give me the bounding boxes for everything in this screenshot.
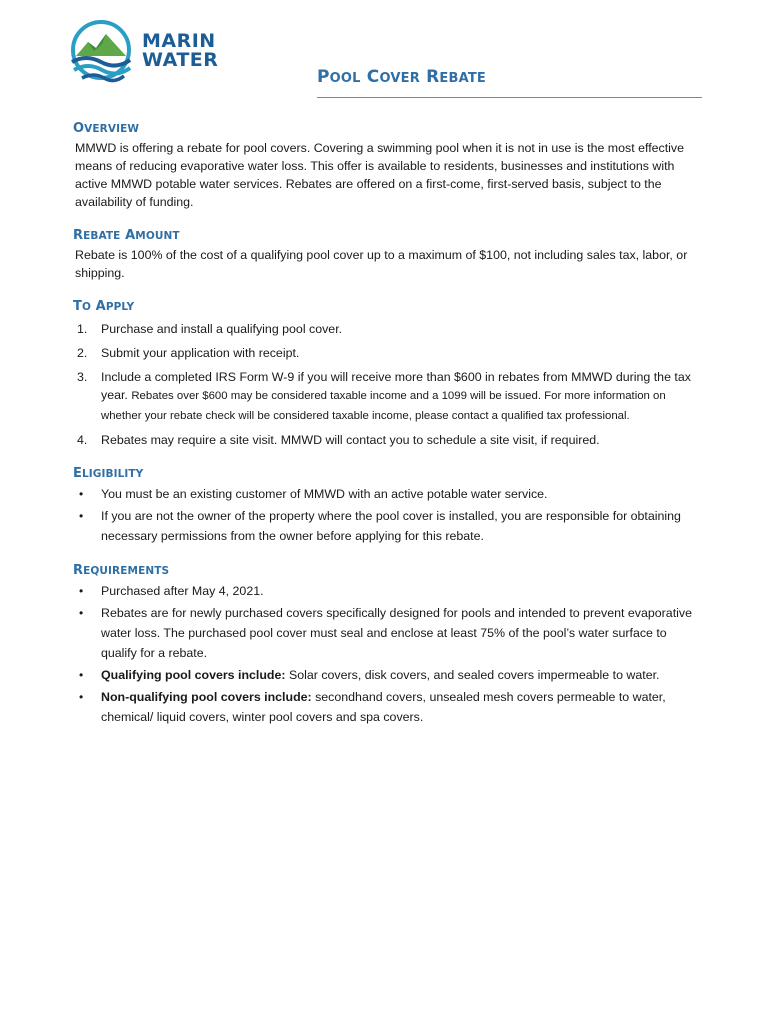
logo-line-2: WATER — [142, 49, 219, 71]
eligibility-list — [73, 484, 698, 546]
to-apply-section — [73, 299, 698, 449]
list-item: • Rebates are for newly purchased covers specifically designed for pools and intended to prevent evaporative water loss. The purchased pool cover must seal and enclose at least 75% of the pool’s water surface to qualify for a rebate. — [79, 606, 692, 660]
marin-water-logo — [70, 18, 220, 98]
to-apply-heading: TO APPLY — [73, 299, 135, 314]
eligibility-heading: ELIGIBILITY — [73, 466, 144, 481]
apply-step: 1. Purchase and install a qualifying pool cover. — [77, 322, 343, 336]
rebate-amount-heading: REBATE AMOUNT — [73, 228, 180, 243]
water-drop-mountain-icon — [70, 18, 136, 86]
list-item: • Qualifying pool covers include: Solar covers, disk covers, and sealed covers impermeable to water. — [79, 668, 660, 682]
rebate-amount-section — [73, 228, 698, 282]
apply-step: 3. Include a completed IRS Form W-9 if you will receive more than $600 in rebates from MMWD during the tax year. Rebates over $600 may be considered taxable income and a 1099 will be issued. For more information on whether your rebate check will be considered taxable income, please contact a qualified tax professional. — [77, 370, 691, 422]
logo-line-1: MARIN — [142, 30, 216, 52]
overview-section — [73, 121, 698, 211]
requirements-list — [73, 581, 698, 727]
page-title: POOL COVER REBATE — [317, 67, 486, 87]
list-item: • You must be an existing customer of MMWD with an active potable water service. — [79, 487, 548, 501]
tax-note: Rebates over $600 may be considered taxable income and a 1099 will be issued. For more information on whether your rebate check will be considered taxable income, please contact a qualified tax professional. — [101, 390, 666, 422]
overview-heading: OVERVIEW — [73, 121, 140, 136]
apply-steps-list — [73, 320, 698, 449]
apply-step: 2. Submit your application with receipt. — [77, 346, 300, 360]
logo-wordmark — [142, 32, 222, 70]
list-item: • Non-qualifying pool covers include: secondhand covers, unsealed mesh covers permeable to water, chemical/ liquid covers, winter pool covers and spa covers. — [79, 690, 666, 724]
rebate-amount-text: Rebate is 100% of the cost of a qualifying pool cover up to a maximum of $100, not including sales tax, labor, or shipping. — [75, 248, 688, 280]
requirements-section — [73, 563, 698, 727]
list-item: • If you are not the owner of the property where the pool cover is installed, you are responsible for obtaining necessary permissions from the owner before applying for this rebate. — [79, 509, 681, 543]
title-divider — [317, 97, 702, 98]
main-content — [73, 121, 698, 744]
overview-text: MMWD is offering a rebate for pool covers. Covering a swimming pool when it is not in use is the most effective means of reducing evaporative water loss. This offer is available to residents, businesses and institutions with active MMWD potable water services. Rebates are offered on a first-come, first-served basis, subject to the availability of funding. — [75, 141, 685, 209]
requirements-heading: REQUIREMENTS — [73, 563, 170, 578]
apply-step: 4. Rebates may require a site visit. MMWD will contact you to schedule a site visit, if required. — [77, 433, 600, 447]
eligibility-section — [73, 466, 698, 546]
list-item: • Purchased after May 4, 2021. — [79, 584, 264, 598]
